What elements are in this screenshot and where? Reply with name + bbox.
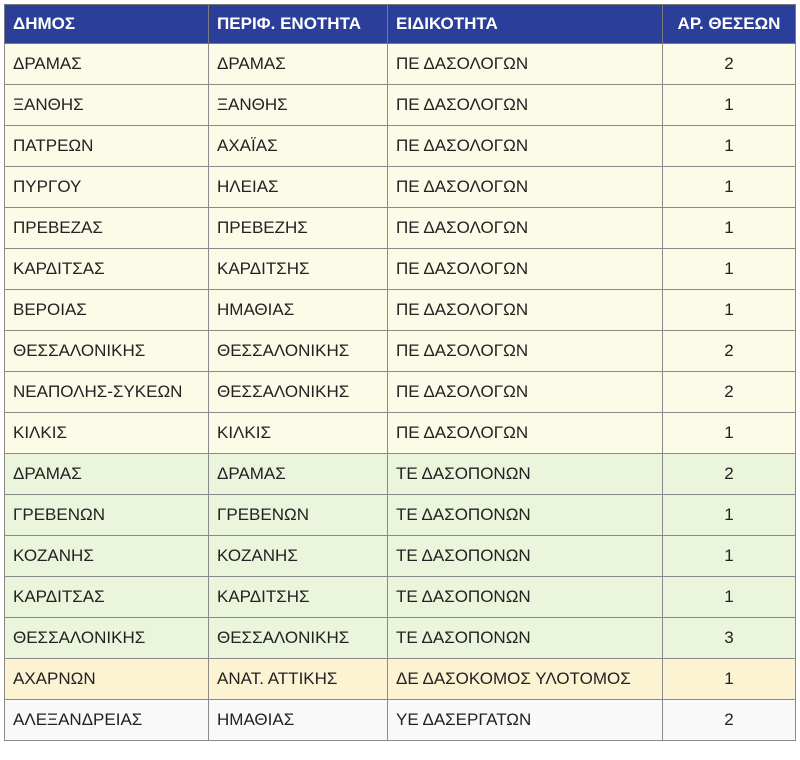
cell-municipality: ΔΡΑΜΑΣ (5, 44, 209, 85)
cell-specialty: ΤΕ ΔΑΣΟΠΟΝΩΝ (388, 454, 663, 495)
header-row (5, 5, 796, 44)
table-row (5, 249, 796, 290)
cell-specialty: ΠΕ ΔΑΣΟΛΟΓΩΝ (388, 126, 663, 167)
cell-regional-unit: ΚΑΡΔΙΤΣΗΣ (209, 249, 388, 290)
cell-regional-unit: ΚΟΖΑΝΗΣ (209, 536, 388, 577)
cell-regional-unit: ΚΙΛΚΙΣ (209, 413, 388, 454)
table-row (5, 372, 796, 413)
cell-municipality: ΚΑΡΔΙΤΣΑΣ (5, 249, 209, 290)
cell-municipality: ΞΑΝΘΗΣ (5, 85, 209, 126)
cell-municipality: ΠΑΤΡΕΩΝ (5, 126, 209, 167)
cell-positions-count: 3 (663, 618, 796, 659)
cell-regional-unit: ΓΡΕΒΕΝΩΝ (209, 495, 388, 536)
cell-municipality: ΠΥΡΓΟΥ (5, 167, 209, 208)
header-positions-count: ΑΡ. ΘΕΣΕΩΝ (663, 5, 796, 44)
cell-regional-unit: ΞΑΝΘΗΣ (209, 85, 388, 126)
cell-specialty: ΤΕ ΔΑΣΟΠΟΝΩΝ (388, 618, 663, 659)
cell-municipality: ΝΕΑΠΟΛΗΣ-ΣΥΚΕΩΝ (5, 372, 209, 413)
cell-specialty: ΠΕ ΔΑΣΟΛΟΓΩΝ (388, 249, 663, 290)
header-municipality: ΔΗΜΟΣ (5, 5, 209, 44)
cell-positions-count: 1 (663, 85, 796, 126)
positions-table (4, 4, 796, 741)
cell-specialty: ΤΕ ΔΑΣΟΠΟΝΩΝ (388, 577, 663, 618)
cell-positions-count: 1 (663, 413, 796, 454)
cell-municipality: ΒΕΡΟΙΑΣ (5, 290, 209, 331)
cell-regional-unit: ΘΕΣΣΑΛΟΝΙΚΗΣ (209, 331, 388, 372)
table-row (5, 700, 796, 741)
cell-positions-count: 2 (663, 454, 796, 495)
cell-positions-count: 1 (663, 536, 796, 577)
cell-regional-unit: ΑΝΑΤ. ΑΤΤΙΚΗΣ (209, 659, 388, 700)
cell-positions-count: 1 (663, 577, 796, 618)
table-row (5, 495, 796, 536)
cell-specialty: ΠΕ ΔΑΣΟΛΟΓΩΝ (388, 208, 663, 249)
cell-regional-unit: ΗΜΑΘΙΑΣ (209, 290, 388, 331)
cell-municipality: ΘΕΣΣΑΛΟΝΙΚΗΣ (5, 331, 209, 372)
positions-table-container (4, 4, 796, 741)
header-regional-unit: ΠΕΡΙΦ. ΕΝΟΤΗΤΑ (209, 5, 388, 44)
cell-municipality: ΓΡΕΒΕΝΩΝ (5, 495, 209, 536)
table-row (5, 44, 796, 85)
cell-regional-unit: ΔΡΑΜΑΣ (209, 44, 388, 85)
cell-positions-count: 2 (663, 44, 796, 85)
cell-specialty: ΤΕ ΔΑΣΟΠΟΝΩΝ (388, 495, 663, 536)
cell-specialty: ΠΕ ΔΑΣΟΛΟΓΩΝ (388, 167, 663, 208)
cell-municipality: ΚΑΡΔΙΤΣΑΣ (5, 577, 209, 618)
table-row (5, 618, 796, 659)
cell-positions-count: 2 (663, 331, 796, 372)
cell-regional-unit: ΘΕΣΣΑΛΟΝΙΚΗΣ (209, 618, 388, 659)
cell-positions-count: 1 (663, 249, 796, 290)
cell-regional-unit: ΘΕΣΣΑΛΟΝΙΚΗΣ (209, 372, 388, 413)
cell-municipality: ΑΧΑΡΝΩΝ (5, 659, 209, 700)
cell-specialty: ΔΕ ΔΑΣΟΚΟΜΟΣ ΥΛΟΤΟΜΟΣ (388, 659, 663, 700)
cell-regional-unit: ΠΡΕΒΕΖΗΣ (209, 208, 388, 249)
cell-municipality: ΘΕΣΣΑΛΟΝΙΚΗΣ (5, 618, 209, 659)
cell-specialty: ΥΕ ΔΑΣΕΡΓΑΤΩΝ (388, 700, 663, 741)
table-row (5, 536, 796, 577)
cell-specialty: ΠΕ ΔΑΣΟΛΟΓΩΝ (388, 85, 663, 126)
table-row (5, 85, 796, 126)
cell-positions-count: 1 (663, 167, 796, 208)
table-row (5, 577, 796, 618)
cell-specialty: ΠΕ ΔΑΣΟΛΟΓΩΝ (388, 413, 663, 454)
cell-regional-unit: ΑΧΑΪΑΣ (209, 126, 388, 167)
table-row (5, 454, 796, 495)
cell-positions-count: 1 (663, 290, 796, 331)
cell-positions-count: 2 (663, 372, 796, 413)
cell-municipality: ΠΡΕΒΕΖΑΣ (5, 208, 209, 249)
table-header (5, 5, 796, 44)
cell-positions-count: 1 (663, 495, 796, 536)
table-row (5, 659, 796, 700)
cell-municipality: ΚΟΖΑΝΗΣ (5, 536, 209, 577)
cell-specialty: ΠΕ ΔΑΣΟΛΟΓΩΝ (388, 44, 663, 85)
table-row (5, 167, 796, 208)
cell-regional-unit: ΔΡΑΜΑΣ (209, 454, 388, 495)
table-row (5, 413, 796, 454)
cell-positions-count: 1 (663, 659, 796, 700)
table-row (5, 208, 796, 249)
table-row (5, 290, 796, 331)
cell-specialty: ΤΕ ΔΑΣΟΠΟΝΩΝ (388, 536, 663, 577)
cell-positions-count: 2 (663, 700, 796, 741)
table-row (5, 126, 796, 167)
table-body (5, 44, 796, 741)
cell-municipality: ΑΛΕΞΑΝΔΡΕΙΑΣ (5, 700, 209, 741)
header-specialty: ΕΙΔΙΚΟΤΗΤΑ (388, 5, 663, 44)
cell-regional-unit: ΗΛΕΙΑΣ (209, 167, 388, 208)
table-row (5, 331, 796, 372)
cell-regional-unit: ΗΜΑΘΙΑΣ (209, 700, 388, 741)
cell-specialty: ΠΕ ΔΑΣΟΛΟΓΩΝ (388, 331, 663, 372)
cell-specialty: ΠΕ ΔΑΣΟΛΟΓΩΝ (388, 290, 663, 331)
cell-municipality: ΚΙΛΚΙΣ (5, 413, 209, 454)
cell-regional-unit: ΚΑΡΔΙΤΣΗΣ (209, 577, 388, 618)
cell-positions-count: 1 (663, 126, 796, 167)
cell-municipality: ΔΡΑΜΑΣ (5, 454, 209, 495)
cell-positions-count: 1 (663, 208, 796, 249)
cell-specialty: ΠΕ ΔΑΣΟΛΟΓΩΝ (388, 372, 663, 413)
